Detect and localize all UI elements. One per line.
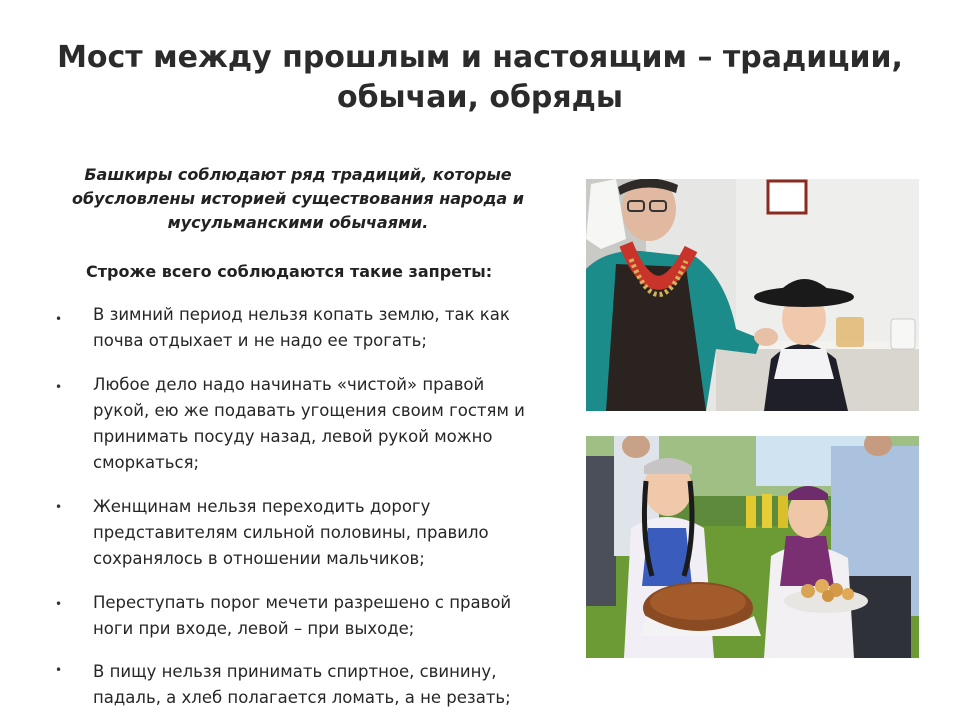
- intro-line-1: Башкиры соблюдают ряд традиций, которые: [84, 165, 512, 184]
- bullet-marker: •: [55, 663, 63, 677]
- bullet-line: рукой, ею же подавать угощения своим гостям и: [93, 401, 525, 420]
- bullet-line: Переступать порог мечети разрешено с правой: [93, 593, 512, 612]
- intro-line-2: обусловлены историей существования народа и: [72, 189, 524, 208]
- bullet-marker: •: [55, 597, 63, 611]
- prohibitions-heading: Строже всего соблюдаются такие запреты:: [86, 262, 493, 281]
- bullet-item-4: [93, 590, 543, 642]
- bullet-item-5: [93, 659, 543, 711]
- photo-woman-with-girl: [586, 179, 919, 411]
- slide-title: [40, 38, 920, 118]
- bullet-line: почва отдыхает и не надо ее трогать;: [93, 331, 427, 350]
- photo-illustration-bottom: [586, 436, 919, 658]
- bullet-marker: •: [55, 380, 63, 394]
- intro-line-3: мусульманскими обычаями.: [167, 213, 429, 232]
- bullet-line: представителям сильной половины, правило: [93, 523, 489, 542]
- slide-title-line-2: обычаи, обряды: [336, 80, 624, 115]
- bullet-line: падаль, а хлеб полагается ломать, а не резать;: [93, 688, 511, 707]
- photo-girls-with-bread: [586, 436, 919, 658]
- bullet-marker: •: [55, 500, 63, 514]
- bullet-line: Женщинам нельзя переходить дорогу: [93, 497, 431, 516]
- bullet-item-1: [93, 302, 543, 354]
- bullet-item-2: [93, 372, 543, 476]
- bullet-marker: •: [55, 312, 63, 326]
- bullet-line: В зимний период нельзя копать землю, так как: [93, 305, 510, 324]
- photo-illustration-top: [586, 179, 919, 411]
- bullet-line: принимать посуду назад, левой рукой можно: [93, 427, 493, 446]
- bullet-line: ноги при входе, левой – при выходе;: [93, 619, 415, 638]
- bullet-line: сохранялось в отношении мальчиков;: [93, 549, 425, 568]
- intro-paragraph: [58, 163, 538, 235]
- bullet-item-3: [93, 494, 543, 572]
- slide-title-line-1: Мост между прошлым и настоящим – традиции,: [57, 40, 903, 75]
- bullet-line: В пищу нельзя принимать спиртное, свинину,: [93, 662, 497, 681]
- bullet-line: сморкаться;: [93, 453, 200, 472]
- bullet-line: Любое дело надо начинать «чистой» правой: [93, 375, 485, 394]
